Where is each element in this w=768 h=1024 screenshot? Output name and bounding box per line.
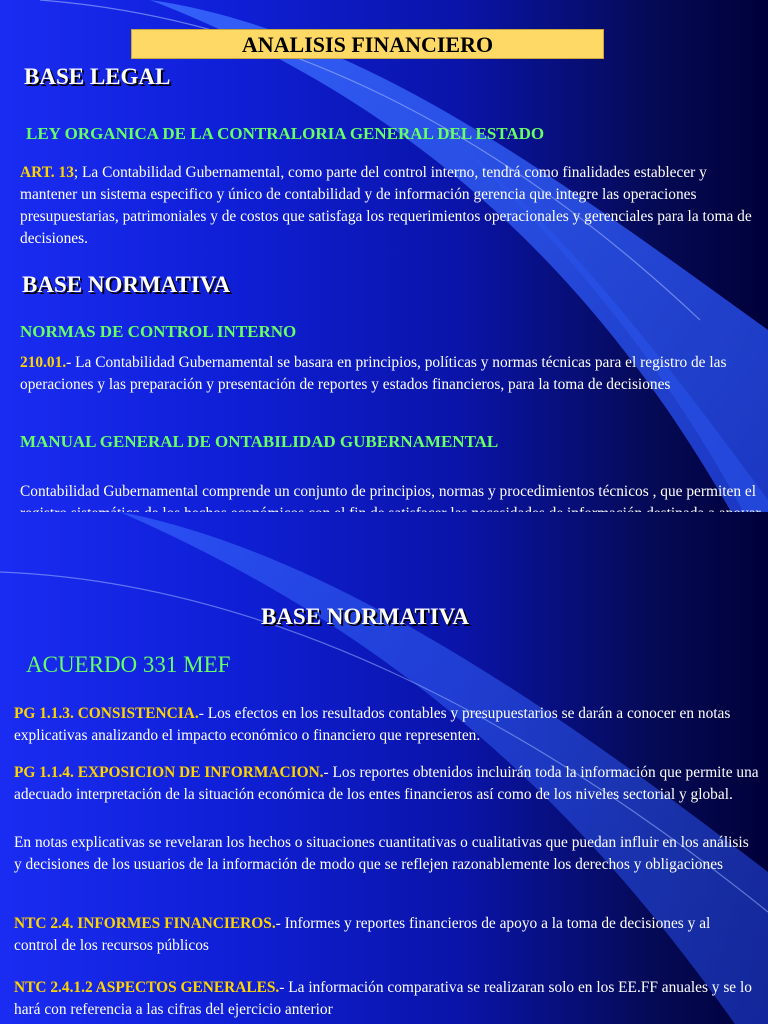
pg113-paragraph — [14, 703, 754, 747]
art13-paragraph — [20, 162, 755, 250]
heading-ley-organica: LEY ORGANICA DE LA CONTRALORIA GENERAL DEL ESTADO — [26, 124, 545, 143]
n210-text: - La Contabilidad Gubernamental se basara en principios, políticas y normas técnicas para el registro de las operaciones y las preparación y presentación de reportes y estados financieros, para la toma de decisiones — [20, 354, 727, 393]
n210-label: 210.01. — [20, 354, 67, 371]
ntc24-paragraph — [14, 913, 754, 957]
heading-manual-general: MANUAL GENERAL DE ONTABILIDAD GUBERNAMENTAL — [20, 432, 499, 451]
slide-base-normativa — [0, 512, 768, 1024]
ntc24-text: - Informes y reportes financieros de apoyo a la toma de decisiones y al control de los recursos públicos — [14, 915, 711, 954]
page-title: ANALISIS FINANCIERO — [131, 29, 604, 59]
pg114-text: - Los reportes obtenidos incluirán toda la información que permite una adecuado interpretación de la situación económica de los entes financieros así como de los niveles sectorial y global. — [14, 764, 759, 803]
ntc2412-label: NTC 2.4.1.2 ASPECTOS GENERALES. — [14, 979, 280, 996]
heading-base-normativa-1: BASE NORMATIVA — [22, 272, 231, 297]
pg113-label: PG 1.1.3. CONSISTENCIA. — [14, 705, 199, 722]
manual-paragraph: Contabilidad Gubernamental comprende un conjunto de principios, normas y procedimientos técnicos , que permiten el — [20, 483, 756, 500]
ntc2412-text: - La información comparativa se realizaran solo en los EE.FF anuales y se lo hará con referencia a las cifras del ejercicio anterior — [14, 979, 752, 1018]
pg114-label: PG 1.1.4. EXPOSICION DE INFORMACION. — [14, 764, 324, 781]
notas-paragraph: En notas explicativas se revelaran los hechos o situaciones cuantitativas o cualitativas que puedan influir en los análisis y decisiones de los usuarios de la información de modo que se reflejen razonablemente los derechos y obligaciones — [14, 834, 749, 873]
pg114-paragraph — [14, 762, 764, 806]
art13-text: ; La Contabilidad Gubernamental, como parte del control interno, tendrá como finalidades establecer y mantener un sistema especifico y único de contabilidad y de información gerencia que integre las operaciones presupuestarias, patrimoniales y de costos que satisfaga los requerimientos operacionales y gerenciales para la toma de decisiones. — [20, 164, 752, 247]
heading-base-legal: BASE LEGAL — [24, 64, 171, 89]
heading-acuerdo: ACUERDO 331 MEF — [26, 652, 231, 677]
ntc2412-paragraph — [14, 977, 754, 1021]
n210-paragraph — [20, 352, 755, 396]
heading-base-normativa-2: BASE NORMATIVA — [260, 604, 470, 629]
ntc24-label: NTC 2.4. INFORMES FINANCIEROS. — [14, 915, 276, 932]
art13-label: ART. 13 — [20, 164, 74, 181]
pg113-text: - Los efectos en los resultados contables y presupuestarios se darán a conocer en notas explicativas analizando el impacto económico o financiero que representen. — [14, 705, 731, 744]
heading-normas-control: NORMAS DE CONTROL INTERNO — [20, 322, 297, 341]
